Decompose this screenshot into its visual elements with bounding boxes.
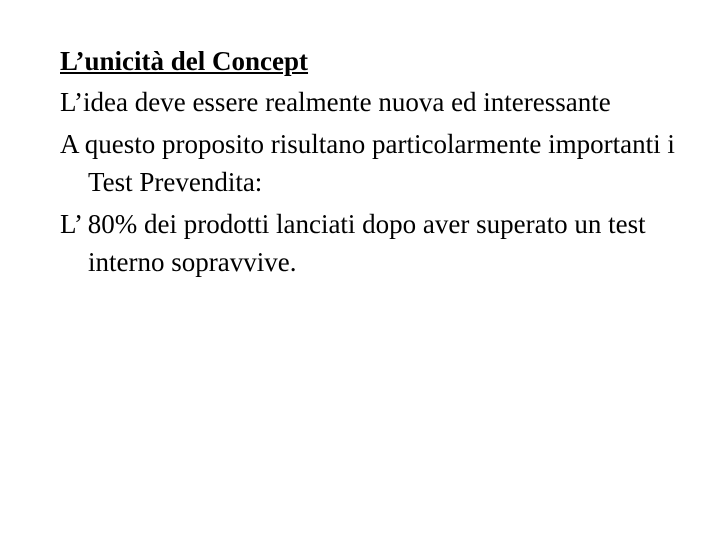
slide-content bbox=[60, 40, 680, 285]
paragraph-test-prevendita: A questo proposito risultano particolarmente importanti i Test Prevendita: bbox=[60, 129, 675, 197]
slide-title: L’unicità del Concept bbox=[60, 46, 309, 76]
paragraph-idea: L’idea deve essere realmente nuova ed interessante bbox=[60, 87, 611, 117]
paragraph-survival-rate: L’ 80% dei prodotti lanciati dopo aver superato un test interno sopravvive. bbox=[60, 209, 646, 277]
